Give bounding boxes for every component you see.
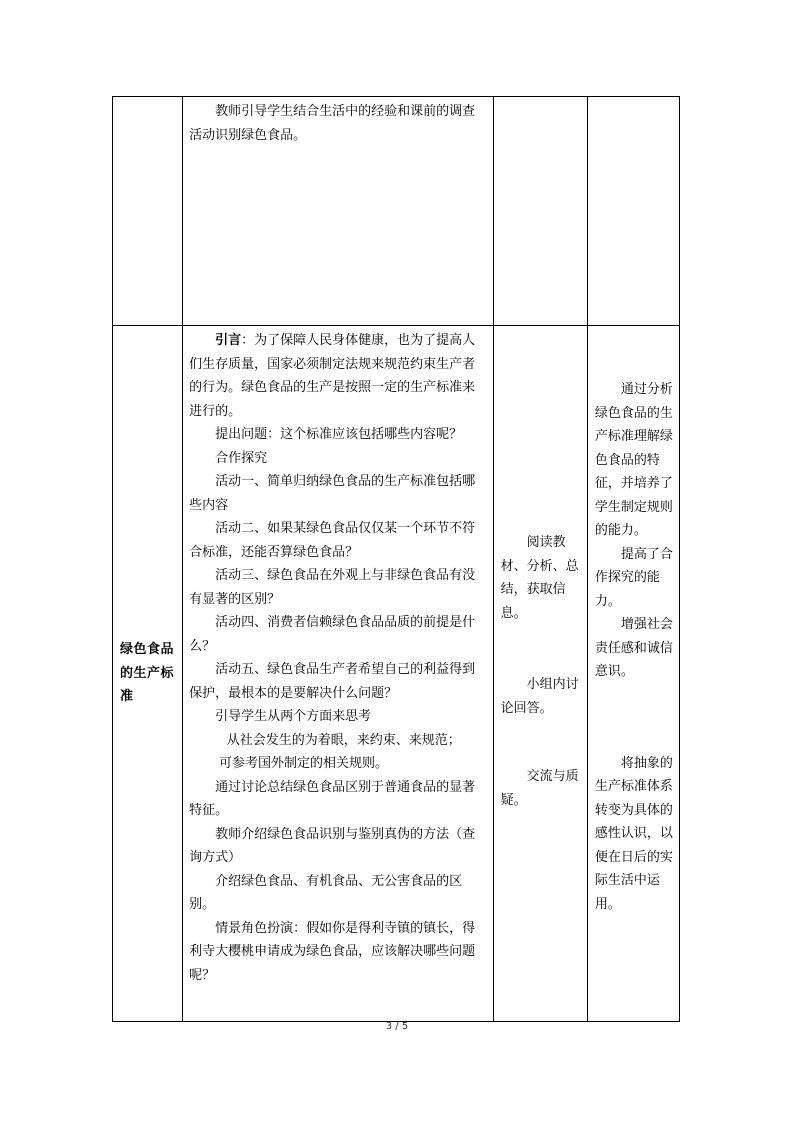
page-number: 3 / 5: [385, 1021, 409, 1032]
row2-methods-cell: [493, 326, 587, 1022]
row1-methods-cell: [493, 97, 587, 326]
content-paragraph: 活动四、消费者信赖绿色食品品质的前提是什么？: [189, 615, 476, 654]
row2-intent-cell: [587, 326, 679, 1022]
table-row: [113, 97, 680, 326]
content-paragraph: [189, 329, 487, 423]
design-intent: 通过分析绿色食品的生产标准理解绿色食品的特征，并培养了学生制定规则的能力。: [594, 382, 673, 538]
row2-label-cell: [113, 326, 183, 1022]
lesson-plan-table: [112, 96, 680, 1022]
row2-content-cell: [183, 326, 494, 1022]
content-paragraph: 介绍绿色食品、有机食品、无公害食品的区别。: [189, 873, 463, 912]
content-paragraph: 可参考国外制定的相关规则。: [219, 756, 389, 771]
intro-text: ：为了保障人民身体健康，也为了提高人们生存质量，国家必须制定法规来规范约束生产者的行为。绿色食品的生产是按照一定的生产标准来进行的。: [189, 333, 476, 419]
content-paragraph: 活动三、绿色食品在外观上与非绿色食品有没有显著的区别？: [189, 568, 476, 607]
row1-label-cell: [113, 97, 183, 326]
content-paragraph: 合作探究: [215, 450, 268, 466]
section-label: 绿色食品的生产标准: [120, 642, 175, 705]
design-intent: 提高了合作探究的能力。: [594, 546, 673, 609]
content-paragraph: 教师介绍绿色食品识别与鉴别真伪的方法（查询方式）: [189, 826, 476, 865]
content-paragraph: 活动五、绿色食品生产者希望自己的利益得到保护，最根本的是要解决什么问题？: [189, 662, 476, 701]
row1-content-cell: [183, 97, 494, 326]
content-paragraph: 教师引导学生结合生活中的经验和课前的调查活动识别绿色食品。: [189, 104, 476, 143]
intro-keyword: 引言: [215, 333, 242, 348]
content-paragraph: 提出问题：这个标准应该包括哪些内容呢？: [215, 427, 463, 442]
design-intent: 增强社会责任感和诚信意识。: [594, 617, 673, 679]
content-paragraph: 通过讨论总结绿色食品区别于普通食品的显著特征。: [189, 779, 476, 818]
content-paragraph: 活动二、如果某绿色食品仅仅某一个环节不符合标准，还能否算绿色食品？: [189, 521, 476, 560]
content-paragraph: 情景角色扮演：假如你是得利寺镇的镇长，得利寺大樱桃申请成为绿色食品，应该解决哪些问题呢？: [189, 920, 476, 983]
student-activity: 阅读教材、分析、总结，获取信息。: [500, 535, 579, 621]
student-activity: 小组内讨论回答。: [500, 677, 579, 716]
content-paragraph: 从社会发生的为着眼，来约束、来规范；: [226, 732, 461, 748]
content-paragraph: 活动一、简单归纳绿色食品的生产标准包括哪些内容: [189, 474, 476, 513]
table-row: [113, 326, 680, 1022]
design-intent: 将抽象的生产标准体系转变为具体的感性认识，以便在日后的实际生活中运用。: [594, 755, 673, 912]
content-paragraph: 引导学生从两个方面来思考: [215, 709, 372, 724]
student-activity: 交流与质疑。: [500, 769, 579, 808]
row1-intent-cell: [587, 97, 679, 326]
